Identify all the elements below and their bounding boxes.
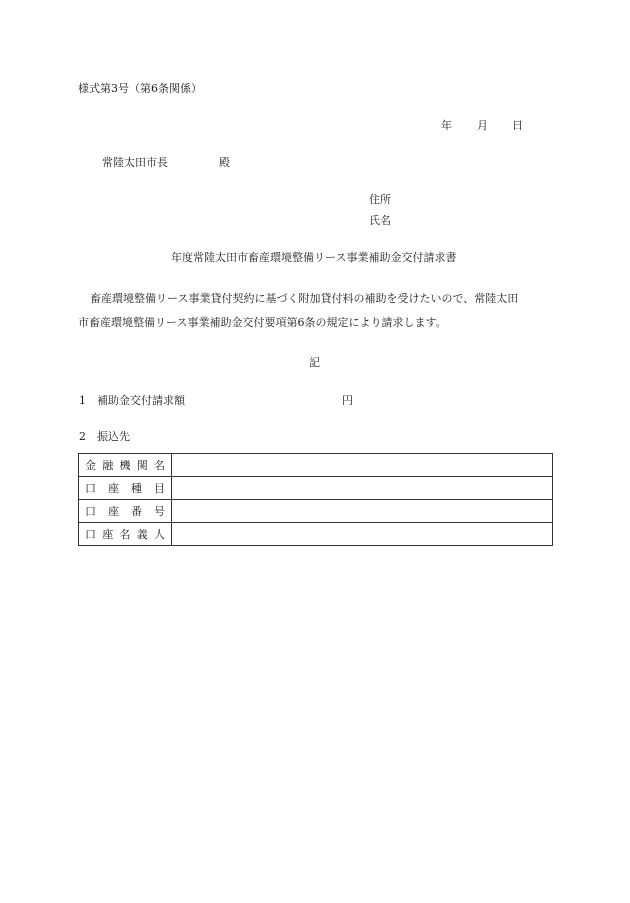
address-label: 住所 [369, 193, 391, 206]
bank-name-label: 金 融 機 関 名 [85, 459, 165, 472]
item1-label: 補助金交付請求額 [97, 394, 185, 407]
addressee-name: 常陸太田市長 [102, 156, 168, 169]
row-label-bank-name [79, 454, 172, 477]
account-number-value-cell[interactable] [172, 500, 553, 523]
row-label-account-number [79, 500, 172, 523]
date-month: 月 [477, 119, 488, 132]
form-number: 様式第3号（第6条関係） [78, 82, 202, 95]
ki-heading: 記 [309, 356, 320, 369]
table-row [79, 454, 553, 477]
account-holder-value-cell[interactable] [172, 523, 553, 546]
account-holder-label: 口 座 名 義 人 [85, 528, 165, 541]
account-number-label: 口 座 番 号 [85, 505, 165, 518]
body-line-2: 市畜産環境整備リース事業補助金交付要項第6条の規定により請求します。 [78, 316, 447, 329]
row-label-account-type [79, 477, 172, 500]
table-row [79, 523, 553, 546]
account-type-label: 口 座 種 目 [85, 482, 165, 495]
date-day: 日 [512, 119, 523, 132]
item2-label: 振込先 [97, 430, 130, 443]
bank-name-value-cell[interactable] [172, 454, 553, 477]
addressee-honorific: 殿 [219, 156, 230, 169]
table-row [79, 500, 553, 523]
document-title: 年度常陸太田市畜産環境整備リース事業補助金交付請求書 [171, 251, 457, 264]
date-year: 年 [441, 119, 452, 132]
item2-number: 2 [79, 430, 86, 443]
row-label-account-holder [79, 523, 172, 546]
table-row [79, 477, 553, 500]
name-label: 氏名 [369, 214, 391, 227]
account-type-value-cell[interactable] [172, 477, 553, 500]
item1-number: 1 [79, 394, 86, 407]
item1-unit: 円 [342, 394, 353, 407]
bank-transfer-table [78, 453, 553, 546]
body-line-1: 畜産環境整備リース事業貸付契約に基づく附加貸付料の補助を受けたいので、常陸太田 [90, 292, 519, 305]
